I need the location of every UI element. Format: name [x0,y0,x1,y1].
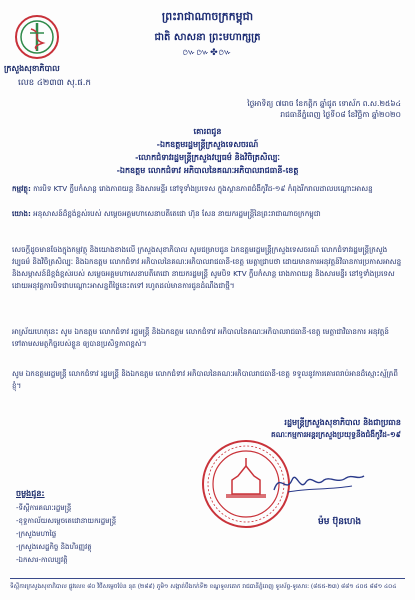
body-paragraph-1: សេចក្តីដូចមានចែងក្នុងកម្មវត្ថុ និងយោងខាងលើ ក្រសួងសុខាភិបាល សូមជម្រាបជូន ឯកឧត្តមរដ្ឋមន្ត្រីក្រសួងទេសចរណ៍ លោកជំទាវរដ្ឋមន្ត្រីក្រសួងវប្បធម៌ និងវិចិត្រសិល្បៈ និងឯកឧត្តម លោកជំទាវ អភិបាលនៃគណៈអភិបាលរាជធានី-ខេត្ត មេត្តាជ្រាបថា ដោយមានការអនុវត្តន៍វិធានការប្រកាសអាសន្ន និងសម្ភាសន៍ដ៏ខ្ពង់ខ្ពស់របស់ សម្តេចអគ្គមហាសេនាបតីតេជោ នាយករដ្ឋមន្ត្រី សូមបិទ KTV ក្លឹបកំសាន្ត រោងភាពយន្ត និងសារមន្ទីរ នៅទូទាំងប្រទេស ដោយអនុវត្តការបិទជាបណ្តោះអាសន្នពីថ្ងៃនេះតទៅ រហូតដល់មានការជូនដំណឹងជាថ្មី។ [12,245,402,290]
cc-item: -ក្រសួងមហាផ្ទៃ [16,530,57,538]
recipient-line-3: -ឯកឧត្តម លោកជំទាវ អភិបាលនៃគណៈអភិបាលរាជធានី-ខេត្ត [116,166,299,175]
subject-label: កម្មវត្ថុ: [12,184,31,193]
subject-text: ការបិទ KTV ក្លឹបកំសាន្ត រោងភាពយន្ត និងសារមន្ទីរ នៅទូទាំងប្រទេស ក្នុងស្ថានភាពជំងឺកូវីដ-១៩ កំពុងរីករាលដាលបណ្តោះអាសន្ន [33,184,373,193]
cc-item: -ឯកសារ-កាលប្បវត្តិ [16,556,68,564]
reference-label: យោង: [12,209,31,218]
lunar-date: ថ្ងៃអាទិត្យ ៧រោច ខែកត្តិក ឆ្នាំជូត ទោស័ក ព.ស.២៥៦៤ [247,99,401,108]
reference-line [12,208,404,220]
ministry-name: ក្រសួងសុខាភិបាល [4,64,60,73]
subject-line [12,183,404,195]
header-ornament: ៚៚✤៚ [182,48,233,58]
cc-item: -ទីស្តីការគណៈរដ្ឋមន្ត្រី [16,504,72,512]
recipient-line-2: -លោកជំទាវរដ្ឋមន្ត្រីក្រសួងវប្បធម៌ និងវិចិត្រសិល្បៈ [135,153,280,162]
signer-title-2: គណៈកម្មការអន្តរក្រសួងប្រយុទ្ធនឹងជំងឺកូវីដ-១៩ [271,430,401,439]
cc-list [16,502,116,567]
national-motto: ជាតិ សាសនា ព្រះមហាក្សត្រ [154,32,261,43]
solar-date: រាជធានីភ្នំពេញ ថ្ងៃទី០៨ ខែវិច្ឆិកា ឆ្នាំ២០២០ [280,110,401,119]
footer-divider [10,578,405,579]
signer-title-1: រដ្ឋមន្ត្រីក្រសួងសុខាភិបាល និងជាប្រធាន [284,418,401,427]
handwritten-signature-icon [268,462,368,502]
reference-text: អនុសាសន៍ដ៏ខ្ពង់ខ្ពស់របស់ សម្តេចអគ្គមហាសេនាបតីតេជោ ហ៊ុន សែន នាយករដ្ឋមន្ត្រីនៃព្រះរាជាណាចក្រកម្ពុជា [33,209,321,218]
footer-address: ទីស្តីការក្រសួងសុខាភិបាល ផ្លូវលេខ ៨០ វិថីសម្តេចប៉ែន នុត (២៨៩) ភូមិ១ សង្កាត់បឹងកក់ទី២ ខណ្ឌទួលគោក រាជធានីភ្នំពេញ ទូរស័ព្ទ-ទូរសារ: (៨៥៥-២៣) ៨៨១ ៤០៥ ៨៨១ ៤០៤ [10,584,397,590]
cc-item: -ខុទ្ទកាល័យសម្តេចតេជោនាយករដ្ឋមន្ត្រី [16,517,117,525]
cc-title: ចម្លងជូន: [16,489,45,498]
kingdom-title: ព្រះរាជាណាចក្រកម្ពុជា [161,10,254,23]
recipient-line-1: -ឯកឧត្តមរដ្ឋមន្ត្រីក្រសួងទេសចរណ៍ [156,140,259,149]
reference-number: លេខ ៤២៣៣ សុ.ផ.ក [18,78,91,88]
respect-heading: គោរពជូន [193,127,222,136]
body-paragraph-2: អាស្រ័យហេតុនេះ សូម ឯកឧត្តម លោកជំទាវ រដ្ឋមន្ត្រី និងឯកឧត្តម លោកជំទាវ អភិបាលនៃគណៈអភិបាលរាជធានី-ខេត្ត មេត្តាជាវិធានការ អនុវត្តន៍ទៅតាមសមត្ថកិច្ចរបស់ខ្លួន ឲ្យបានប្រសិទ្ធភាពខ្ពស់។ [12,327,389,348]
cc-item: -ក្រសួងសេដ្ឋកិច្ច និងហិរញ្ញវត្ថុ [16,543,92,551]
body-paragraph-3: សូម ឯកឧត្តមរដ្ឋមន្ត្រី លោកជំទាវ រដ្ឋមន្ត្រី និងឯកឧត្តម លោកជំទាវ អភិបាលនៃគណៈអភិបាលរាជធានី-ខេត្ត ទទួលនូវការគោរពរាប់អានដ៏ស្មោះស្ម័គ្រពីខ្ញុំ។ [12,369,398,390]
signer-name: ម៉ម ប៊ុនហេង [318,517,362,527]
